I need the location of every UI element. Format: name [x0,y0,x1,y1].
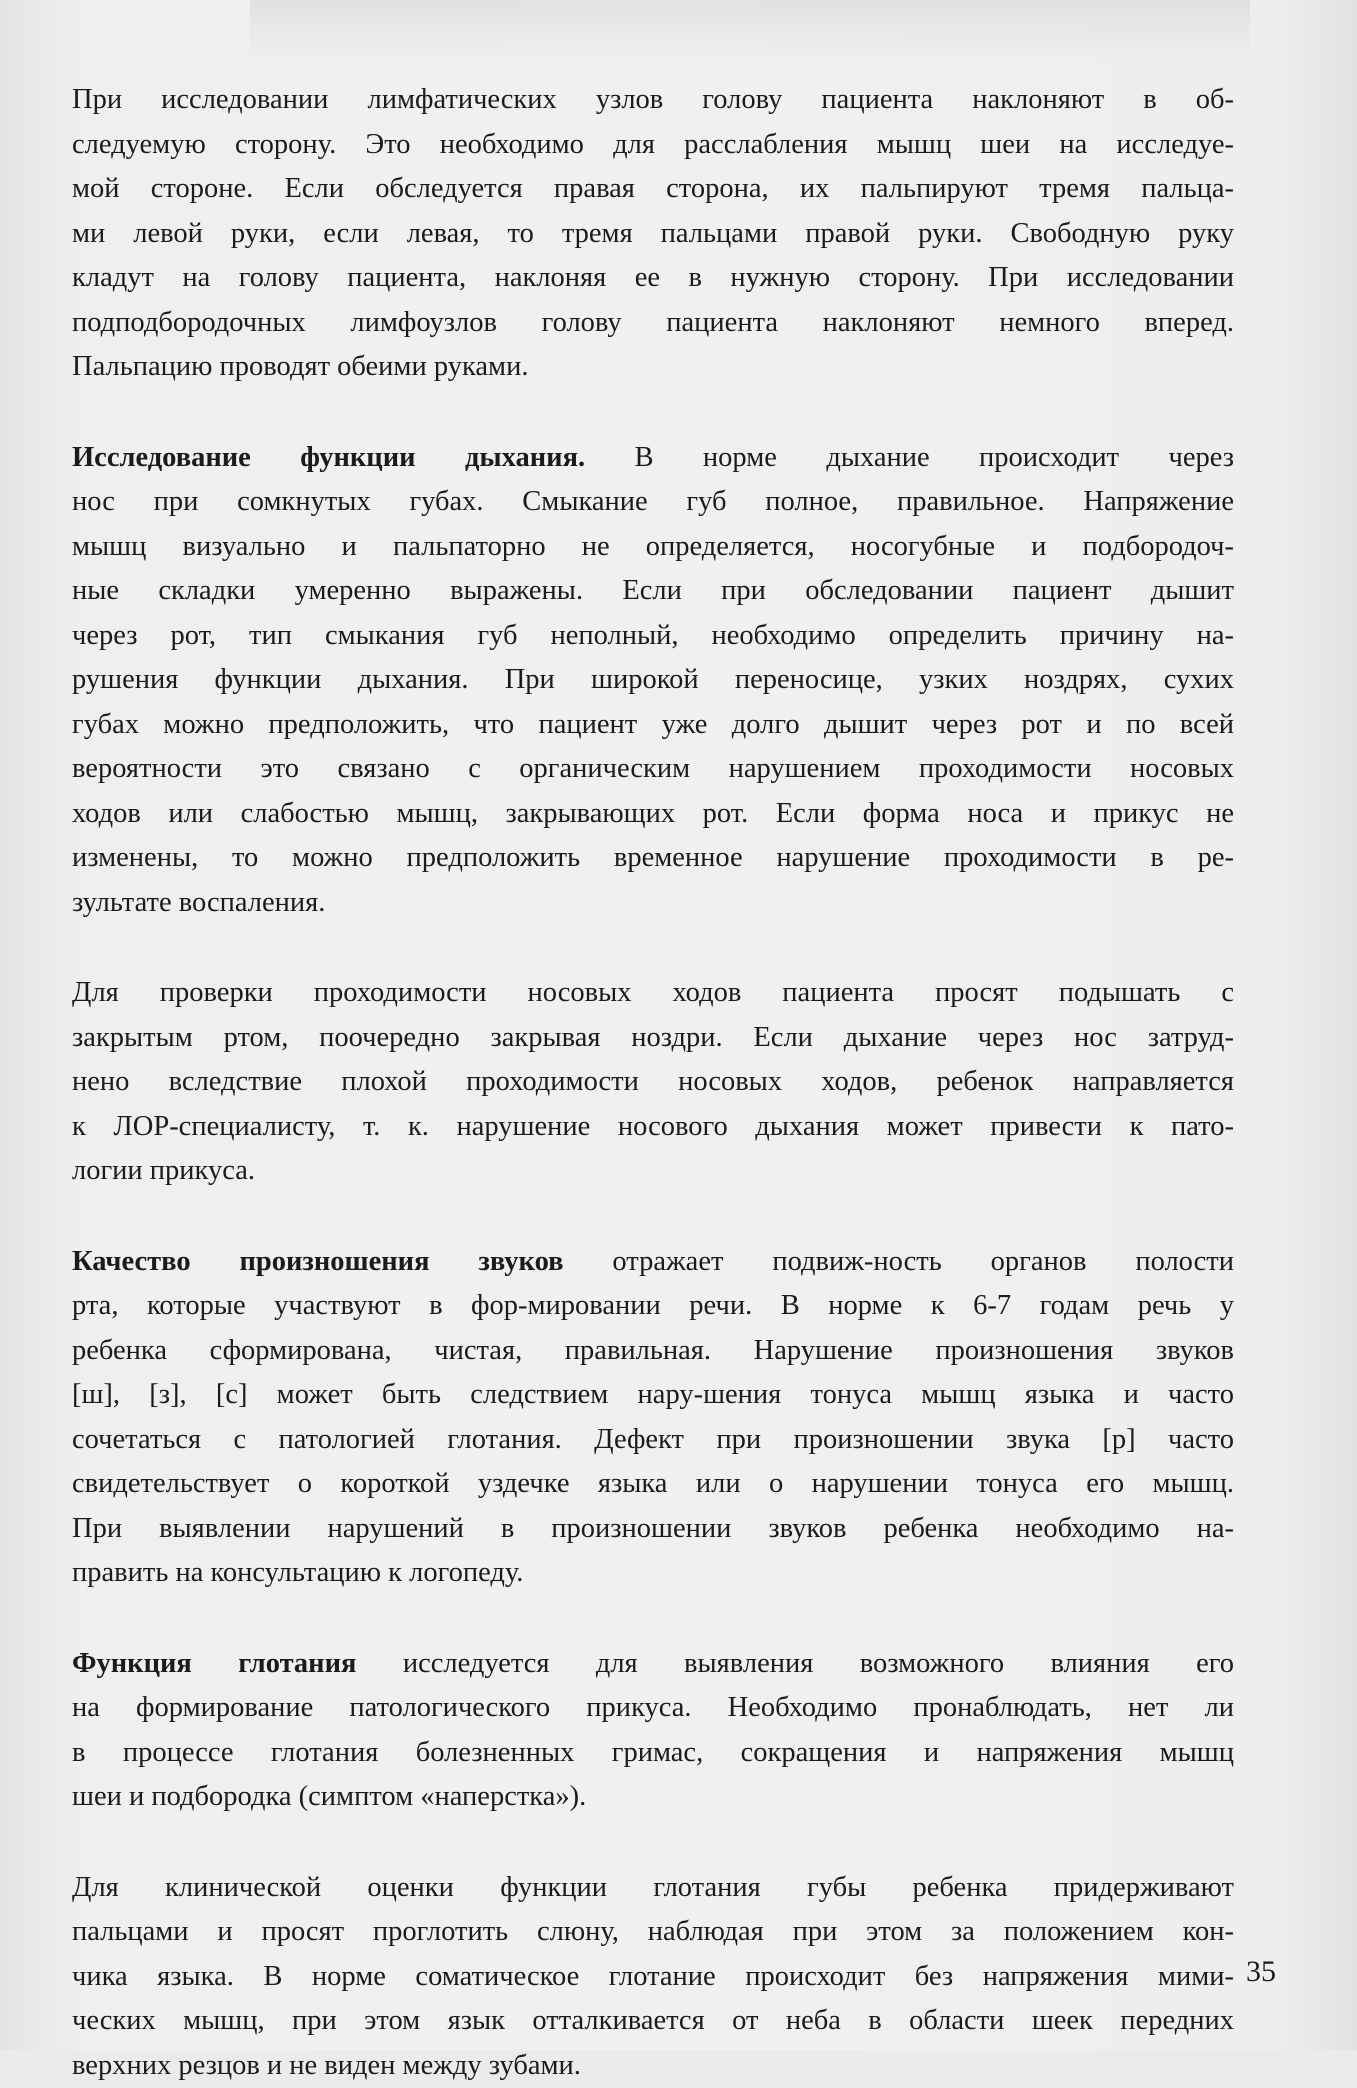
paragraph-gap [72,1820,1234,1866]
text-line: ходов или слабостью мышц, закрывающих рот. Если форма носа и прикус не [72,792,1234,837]
paragraph-heading: Качество произношения звуков [72,1246,564,1277]
text-line: рта, которые участвуют в фор-мировании речи. В норме к 6-7 годам речь у [72,1284,1234,1329]
text-run: исследуется для выявления возможного влияния его [356,1648,1234,1679]
page-body [72,78,1234,2088]
text-line: верхних резцов и не виден между зубами. [72,2044,1234,2088]
text-line: Для клинической оценки функции глотания губы ребенка придерживают [72,1866,1234,1911]
text-line: нос при сомкнутых губах. Смыкание губ полное, правильное. Напряжение [72,480,1234,525]
text-line: кладут на голову пациента, наклоняя ее в нужную сторону. При исследовании [72,256,1234,301]
text-line [72,1240,1234,1285]
text-line: сочетаться с патологией глотания. Дефект при произношении звука [р] часто [72,1418,1234,1463]
text-line: зультате воспаления. [72,881,1234,926]
text-line [72,436,1234,481]
paragraph-breathing [72,436,1234,926]
paragraph-gap [72,1596,1234,1642]
paragraph-swallowing-assessment [72,1866,1234,2088]
show-through-shadow [250,0,1250,60]
text-line: через рот, тип смыкания губ неполный, необходимо определить причину на- [72,614,1234,659]
paragraph-nasal-passages [72,971,1234,1194]
text-line [72,1642,1234,1687]
paragraph-lymph-nodes [72,78,1234,390]
text-run: отражает подвиж-ность органов полости [564,1246,1235,1277]
text-line: закрытым ртом, поочередно закрывая ноздри. Если дыхание через нос затруд- [72,1016,1234,1061]
text-line: изменены, то можно предположить временное нарушение проходимости в ре- [72,836,1234,881]
text-line: мышц визуально и пальпаторно не определяется, носогубные и подбородоч- [72,525,1234,570]
text-line: При исследовании лимфатических узлов голову пациента наклоняют в об- [72,78,1234,123]
text-line: ребенка сформирована, чистая, правильная. Нарушение произношения звуков [72,1329,1234,1374]
text-line: логии прикуса. [72,1149,1234,1194]
paragraph-swallowing [72,1642,1234,1820]
text-line: мой стороне. Если обследуется правая сторона, их пальпируют тремя пальца- [72,167,1234,212]
paragraph-gap [72,390,1234,436]
text-line: подподбородочных лимфоузлов голову пациента наклоняют немного вперед. [72,301,1234,346]
text-line: вероятности это связано с органическим нарушением проходимости носовых [72,747,1234,792]
text-line: При выявлении нарушений в произношении звуков ребенка необходимо на- [72,1507,1234,1552]
text-line: чика языка. В норме соматическое глотание происходит без напряжения мими- [72,1955,1234,2000]
text-line: к ЛОР-специалисту, т. к. нарушение носового дыхания может привести к пато- [72,1105,1234,1150]
paragraph-gap [72,925,1234,971]
text-line: ми левой руки, если левая, то тремя пальцами правой руки. Свободную руку [72,212,1234,257]
text-line: Пальпацию проводят обеими руками. [72,345,1234,390]
text-line: на формирование патологического прикуса. Необходимо пронаблюдать, нет ли [72,1686,1234,1731]
text-run: В норме дыхание происходит через [585,442,1234,473]
paragraph-heading: Функция глотания [72,1648,356,1679]
text-line: свидетельствует о короткой уздечке языка или о нарушении тонуса его мышц. [72,1462,1234,1507]
paragraph-heading: Исследование функции дыхания. [72,442,585,473]
text-line: Для проверки проходимости носовых ходов пациента просят подышать с [72,971,1234,1016]
text-line: рушения функции дыхания. При широкой переносице, узких ноздрях, сухих [72,658,1234,703]
text-line: нено вследствие плохой проходимости носовых ходов, ребенок направляется [72,1060,1234,1105]
text-line: губах можно предположить, что пациент уже долго дышит через рот и по всей [72,703,1234,748]
paragraph-gap [72,1194,1234,1240]
paragraph-speech-sounds [72,1240,1234,1596]
text-line: шеи и подбородка (симптом «наперстка»). [72,1775,1234,1820]
text-line: править на консультацию к логопеду. [72,1551,1234,1596]
text-line: ные складки умеренно выражены. Если при обследовании пациент дышит [72,569,1234,614]
text-line: пальцами и просят проглотить слюну, наблюдая при этом за положением кон- [72,1910,1234,1955]
text-line: ческих мышц, при этом язык отталкивается от неба в области шеек передних [72,1999,1234,2044]
text-line: [ш], [з], [с] может быть следствием нару-шения тонуса мышц языка и часто [72,1373,1234,1418]
text-line: следуемую сторону. Это необходимо для расслабления мышц шеи на исследуе- [72,123,1234,168]
text-line: в процессе глотания болезненных гримас, сокращения и напряжения мышц [72,1731,1234,1776]
page-number: 35 [1246,1955,1276,1989]
